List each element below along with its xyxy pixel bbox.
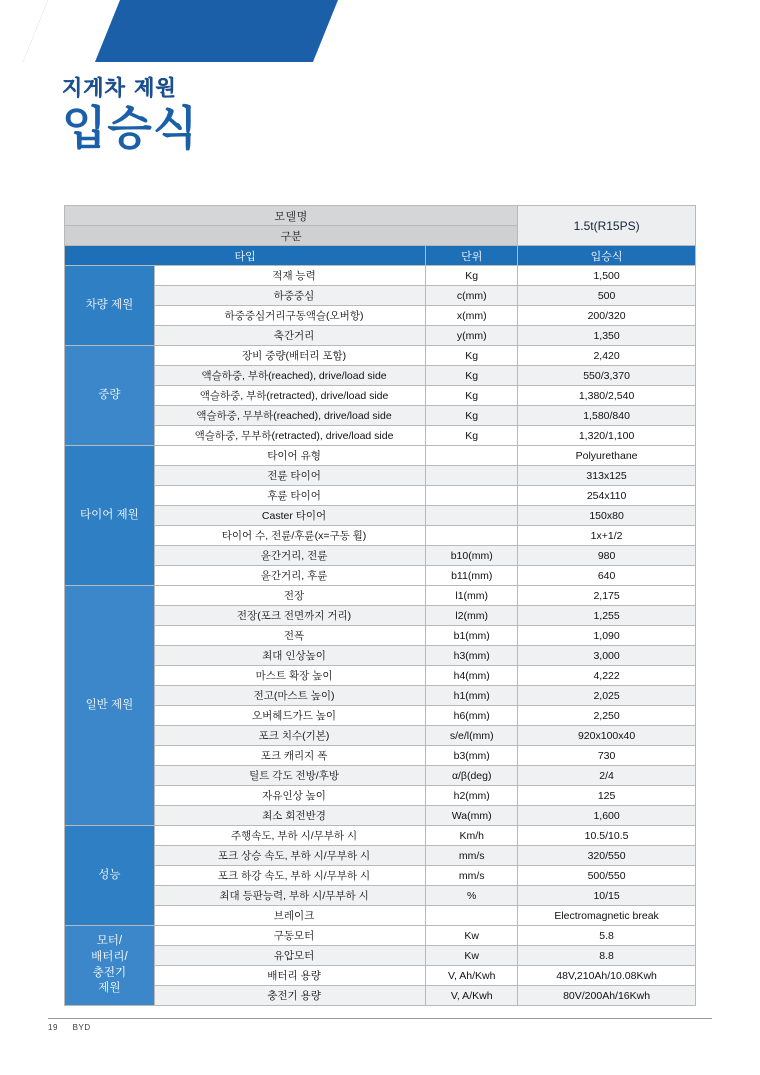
spec-value: 1,600 bbox=[518, 806, 696, 826]
spec-unit: h1(mm) bbox=[426, 686, 518, 706]
spec-unit: % bbox=[426, 886, 518, 906]
spec-value: 550/3,370 bbox=[518, 366, 696, 386]
spec-value: 3,000 bbox=[518, 646, 696, 666]
spec-value: 48V,210Ah/10.08Kwh bbox=[518, 966, 696, 986]
spec-unit: l1(mm) bbox=[426, 586, 518, 606]
spec-unit: Kg bbox=[426, 386, 518, 406]
table-row bbox=[65, 346, 696, 366]
model-label: 모델명 bbox=[65, 206, 518, 226]
table-row bbox=[65, 906, 696, 926]
spec-item-name: 포크 치수(기본) bbox=[154, 726, 425, 746]
page-footer bbox=[48, 1023, 91, 1032]
spec-item-name: 전장 bbox=[154, 586, 425, 606]
spec-item-name: 유압모터 bbox=[154, 946, 425, 966]
spec-unit: Kw bbox=[426, 946, 518, 966]
spec-item-name: 자유인상 높이 bbox=[154, 786, 425, 806]
spec-unit: Kg bbox=[426, 266, 518, 286]
spec-value: 1,350 bbox=[518, 326, 696, 346]
spec-item-name: 포크 상승 속도, 부하 시/무부하 시 bbox=[154, 846, 425, 866]
spec-value: 80V/200Ah/16Kwh bbox=[518, 986, 696, 1006]
spec-item-name: 액슬하중, 부하(reached), drive/load side bbox=[154, 366, 425, 386]
spec-item-name: 주행속도, 부하 시/무부하 시 bbox=[154, 826, 425, 846]
table-row bbox=[65, 426, 696, 446]
spec-unit: Km/h bbox=[426, 826, 518, 846]
spec-value: 980 bbox=[518, 546, 696, 566]
spec-item-name: 전폭 bbox=[154, 626, 425, 646]
spec-value: 500 bbox=[518, 286, 696, 306]
spec-item-name: 액슬하중, 부하(retracted), drive/load side bbox=[154, 386, 425, 406]
spec-item-name: 구동모터 bbox=[154, 926, 425, 946]
spec-value: 10.5/10.5 bbox=[518, 826, 696, 846]
spec-item-name: 오버헤드가드 높이 bbox=[154, 706, 425, 726]
spec-item-name: 액슬하중, 무부하(reached), drive/load side bbox=[154, 406, 425, 426]
spec-value: 1,580/840 bbox=[518, 406, 696, 426]
spec-item-name: 최소 회전반경 bbox=[154, 806, 425, 826]
table-row bbox=[65, 986, 696, 1006]
table-row bbox=[65, 626, 696, 646]
spec-value: 320/550 bbox=[518, 846, 696, 866]
spec-item-name: 틸트 각도 전방/후방 bbox=[154, 766, 425, 786]
spec-value: 1,255 bbox=[518, 606, 696, 626]
spec-unit: b3(mm) bbox=[426, 746, 518, 766]
spec-value: 8.8 bbox=[518, 946, 696, 966]
group-label: 일반 제원 bbox=[65, 586, 155, 826]
spec-unit: s/e/l(mm) bbox=[426, 726, 518, 746]
spec-value: 254x110 bbox=[518, 486, 696, 506]
table-row bbox=[65, 726, 696, 746]
table-row bbox=[65, 286, 696, 306]
table-row bbox=[65, 666, 696, 686]
spec-item-name: Caster 타이어 bbox=[154, 506, 425, 526]
spec-item-name: 전고(마스트 높이) bbox=[154, 686, 425, 706]
spec-unit: h3(mm) bbox=[426, 646, 518, 666]
spec-unit: mm/s bbox=[426, 846, 518, 866]
spec-value: Electromagnetic break bbox=[518, 906, 696, 926]
spec-unit: Kg bbox=[426, 366, 518, 386]
spec-item-name: 타이어 수, 전륜/후륜(x=구동 휠) bbox=[154, 526, 425, 546]
spec-item-name: 하중중심 bbox=[154, 286, 425, 306]
spec-value: 150x80 bbox=[518, 506, 696, 526]
spec-unit bbox=[426, 486, 518, 506]
division-label: 구분 bbox=[65, 226, 518, 246]
spec-value: 2,250 bbox=[518, 706, 696, 726]
table-row bbox=[65, 966, 696, 986]
spec-item-name: 장비 중량(배터리 포함) bbox=[154, 346, 425, 366]
spec-item-name: 축간거리 bbox=[154, 326, 425, 346]
spec-table bbox=[64, 205, 696, 1006]
spec-value: 200/320 bbox=[518, 306, 696, 326]
table-row bbox=[65, 646, 696, 666]
banner-notch bbox=[23, 0, 120, 62]
table-row bbox=[65, 806, 696, 826]
page-number: 19 bbox=[48, 1023, 58, 1032]
spec-unit: V, A/Kwh bbox=[426, 986, 518, 1006]
page-title-small: 지게차 제원 bbox=[62, 76, 177, 100]
spec-unit: h4(mm) bbox=[426, 666, 518, 686]
spec-unit: h6(mm) bbox=[426, 706, 518, 726]
spec-unit: y(mm) bbox=[426, 326, 518, 346]
table-row bbox=[65, 506, 696, 526]
table-row bbox=[65, 886, 696, 906]
spec-unit: b10(mm) bbox=[426, 546, 518, 566]
spec-unit: Wa(mm) bbox=[426, 806, 518, 826]
spec-value: 1x+1/2 bbox=[518, 526, 696, 546]
spec-item-name: 후륜 타이어 bbox=[154, 486, 425, 506]
spec-item-name: 적재 능력 bbox=[154, 266, 425, 286]
spec-value: 1,380/2,540 bbox=[518, 386, 696, 406]
table-row bbox=[65, 406, 696, 426]
spec-item-name: 전장(포크 전면까지 거리) bbox=[154, 606, 425, 626]
spec-unit: x(mm) bbox=[426, 306, 518, 326]
table-row bbox=[65, 486, 696, 506]
unit-label: 단위 bbox=[426, 246, 518, 266]
spec-item-name: 윤간거리, 후륜 bbox=[154, 566, 425, 586]
spec-value: 730 bbox=[518, 746, 696, 766]
group-label: 성능 bbox=[65, 826, 155, 926]
spec-unit bbox=[426, 506, 518, 526]
spec-unit: Kg bbox=[426, 406, 518, 426]
group-label: 모터/ 배터리/ 충전기 제원 bbox=[65, 926, 155, 1006]
table-row bbox=[65, 466, 696, 486]
table-row bbox=[65, 746, 696, 766]
spec-unit: α/β(deg) bbox=[426, 766, 518, 786]
spec-unit: l2(mm) bbox=[426, 606, 518, 626]
table-row bbox=[65, 826, 696, 846]
table-row bbox=[65, 766, 696, 786]
spec-value: 313x125 bbox=[518, 466, 696, 486]
table-row bbox=[65, 566, 696, 586]
spec-unit: Kg bbox=[426, 426, 518, 446]
spec-value: 640 bbox=[518, 566, 696, 586]
footer-divider bbox=[48, 1018, 712, 1019]
spec-item-name: 브레이크 bbox=[154, 906, 425, 926]
spec-unit bbox=[426, 446, 518, 466]
spec-item-name: 마스트 확장 높이 bbox=[154, 666, 425, 686]
spec-value: 1,320/1,100 bbox=[518, 426, 696, 446]
spec-value: 2,175 bbox=[518, 586, 696, 606]
page-title bbox=[62, 72, 199, 155]
table-row bbox=[65, 706, 696, 726]
spec-value: 920x100x40 bbox=[518, 726, 696, 746]
spec-value: 2/4 bbox=[518, 766, 696, 786]
table-row bbox=[65, 586, 696, 606]
spec-item-name: 전륜 타이어 bbox=[154, 466, 425, 486]
spec-value: 10/15 bbox=[518, 886, 696, 906]
spec-unit: c(mm) bbox=[426, 286, 518, 306]
table-row bbox=[65, 366, 696, 386]
spec-unit: mm/s bbox=[426, 866, 518, 886]
spec-unit: h2(mm) bbox=[426, 786, 518, 806]
spec-value: 5.8 bbox=[518, 926, 696, 946]
spec-item-name: 하중중심거리구동액슬(오버항) bbox=[154, 306, 425, 326]
table-row bbox=[65, 686, 696, 706]
table-row bbox=[65, 326, 696, 346]
table-row bbox=[65, 866, 696, 886]
table-header-type bbox=[65, 246, 696, 266]
spec-item-name: 포크 하강 속도, 부하 시/무부하 시 bbox=[154, 866, 425, 886]
table-row bbox=[65, 926, 696, 946]
table-row bbox=[65, 946, 696, 966]
spec-item-name: 타이어 유형 bbox=[154, 446, 425, 466]
spec-item-name: 최대 인상높이 bbox=[154, 646, 425, 666]
group-label: 차량 제원 bbox=[65, 266, 155, 346]
spec-unit: V, Ah/Kwh bbox=[426, 966, 518, 986]
model-value: 1.5t(R15PS) bbox=[518, 206, 696, 246]
group-label: 중량 bbox=[65, 346, 155, 446]
spec-value: 500/550 bbox=[518, 866, 696, 886]
table-row bbox=[65, 606, 696, 626]
brand-label: BYD bbox=[72, 1023, 91, 1032]
spec-item-name: 액슬하중, 무부하(retracted), drive/load side bbox=[154, 426, 425, 446]
spec-unit bbox=[426, 906, 518, 926]
spec-table-container bbox=[64, 205, 696, 1006]
table-row bbox=[65, 846, 696, 866]
spec-unit: b1(mm) bbox=[426, 626, 518, 646]
table-row bbox=[65, 546, 696, 566]
spec-unit: Kg bbox=[426, 346, 518, 366]
table-row bbox=[65, 386, 696, 406]
spec-item-name: 충전기 용량 bbox=[154, 986, 425, 1006]
spec-unit: b11(mm) bbox=[426, 566, 518, 586]
type-value: 입승식 bbox=[518, 246, 696, 266]
spec-unit bbox=[426, 526, 518, 546]
spec-item-name: 배터리 용량 bbox=[154, 966, 425, 986]
page-title-big: 입승식 bbox=[62, 101, 199, 155]
table-row bbox=[65, 306, 696, 326]
spec-item-name: 윤간거리, 전륜 bbox=[154, 546, 425, 566]
spec-unit bbox=[426, 466, 518, 486]
type-label: 타입 bbox=[65, 246, 426, 266]
spec-value: 2,420 bbox=[518, 346, 696, 366]
group-label: 타이어 제원 bbox=[65, 446, 155, 586]
spec-value: 125 bbox=[518, 786, 696, 806]
spec-value: 1,090 bbox=[518, 626, 696, 646]
spec-value: 2,025 bbox=[518, 686, 696, 706]
spec-value: 1,500 bbox=[518, 266, 696, 286]
header-banner bbox=[23, 0, 338, 62]
spec-item-name: 최대 등판능력, 부하 시/무부하 시 bbox=[154, 886, 425, 906]
table-row bbox=[65, 526, 696, 546]
spec-value: Polyurethane bbox=[518, 446, 696, 466]
spec-value: 4,222 bbox=[518, 666, 696, 686]
spec-item-name: 포크 캐리지 폭 bbox=[154, 746, 425, 766]
table-row bbox=[65, 786, 696, 806]
table-row bbox=[65, 446, 696, 466]
spec-unit: Kw bbox=[426, 926, 518, 946]
table-header-model bbox=[65, 206, 696, 226]
table-row bbox=[65, 266, 696, 286]
